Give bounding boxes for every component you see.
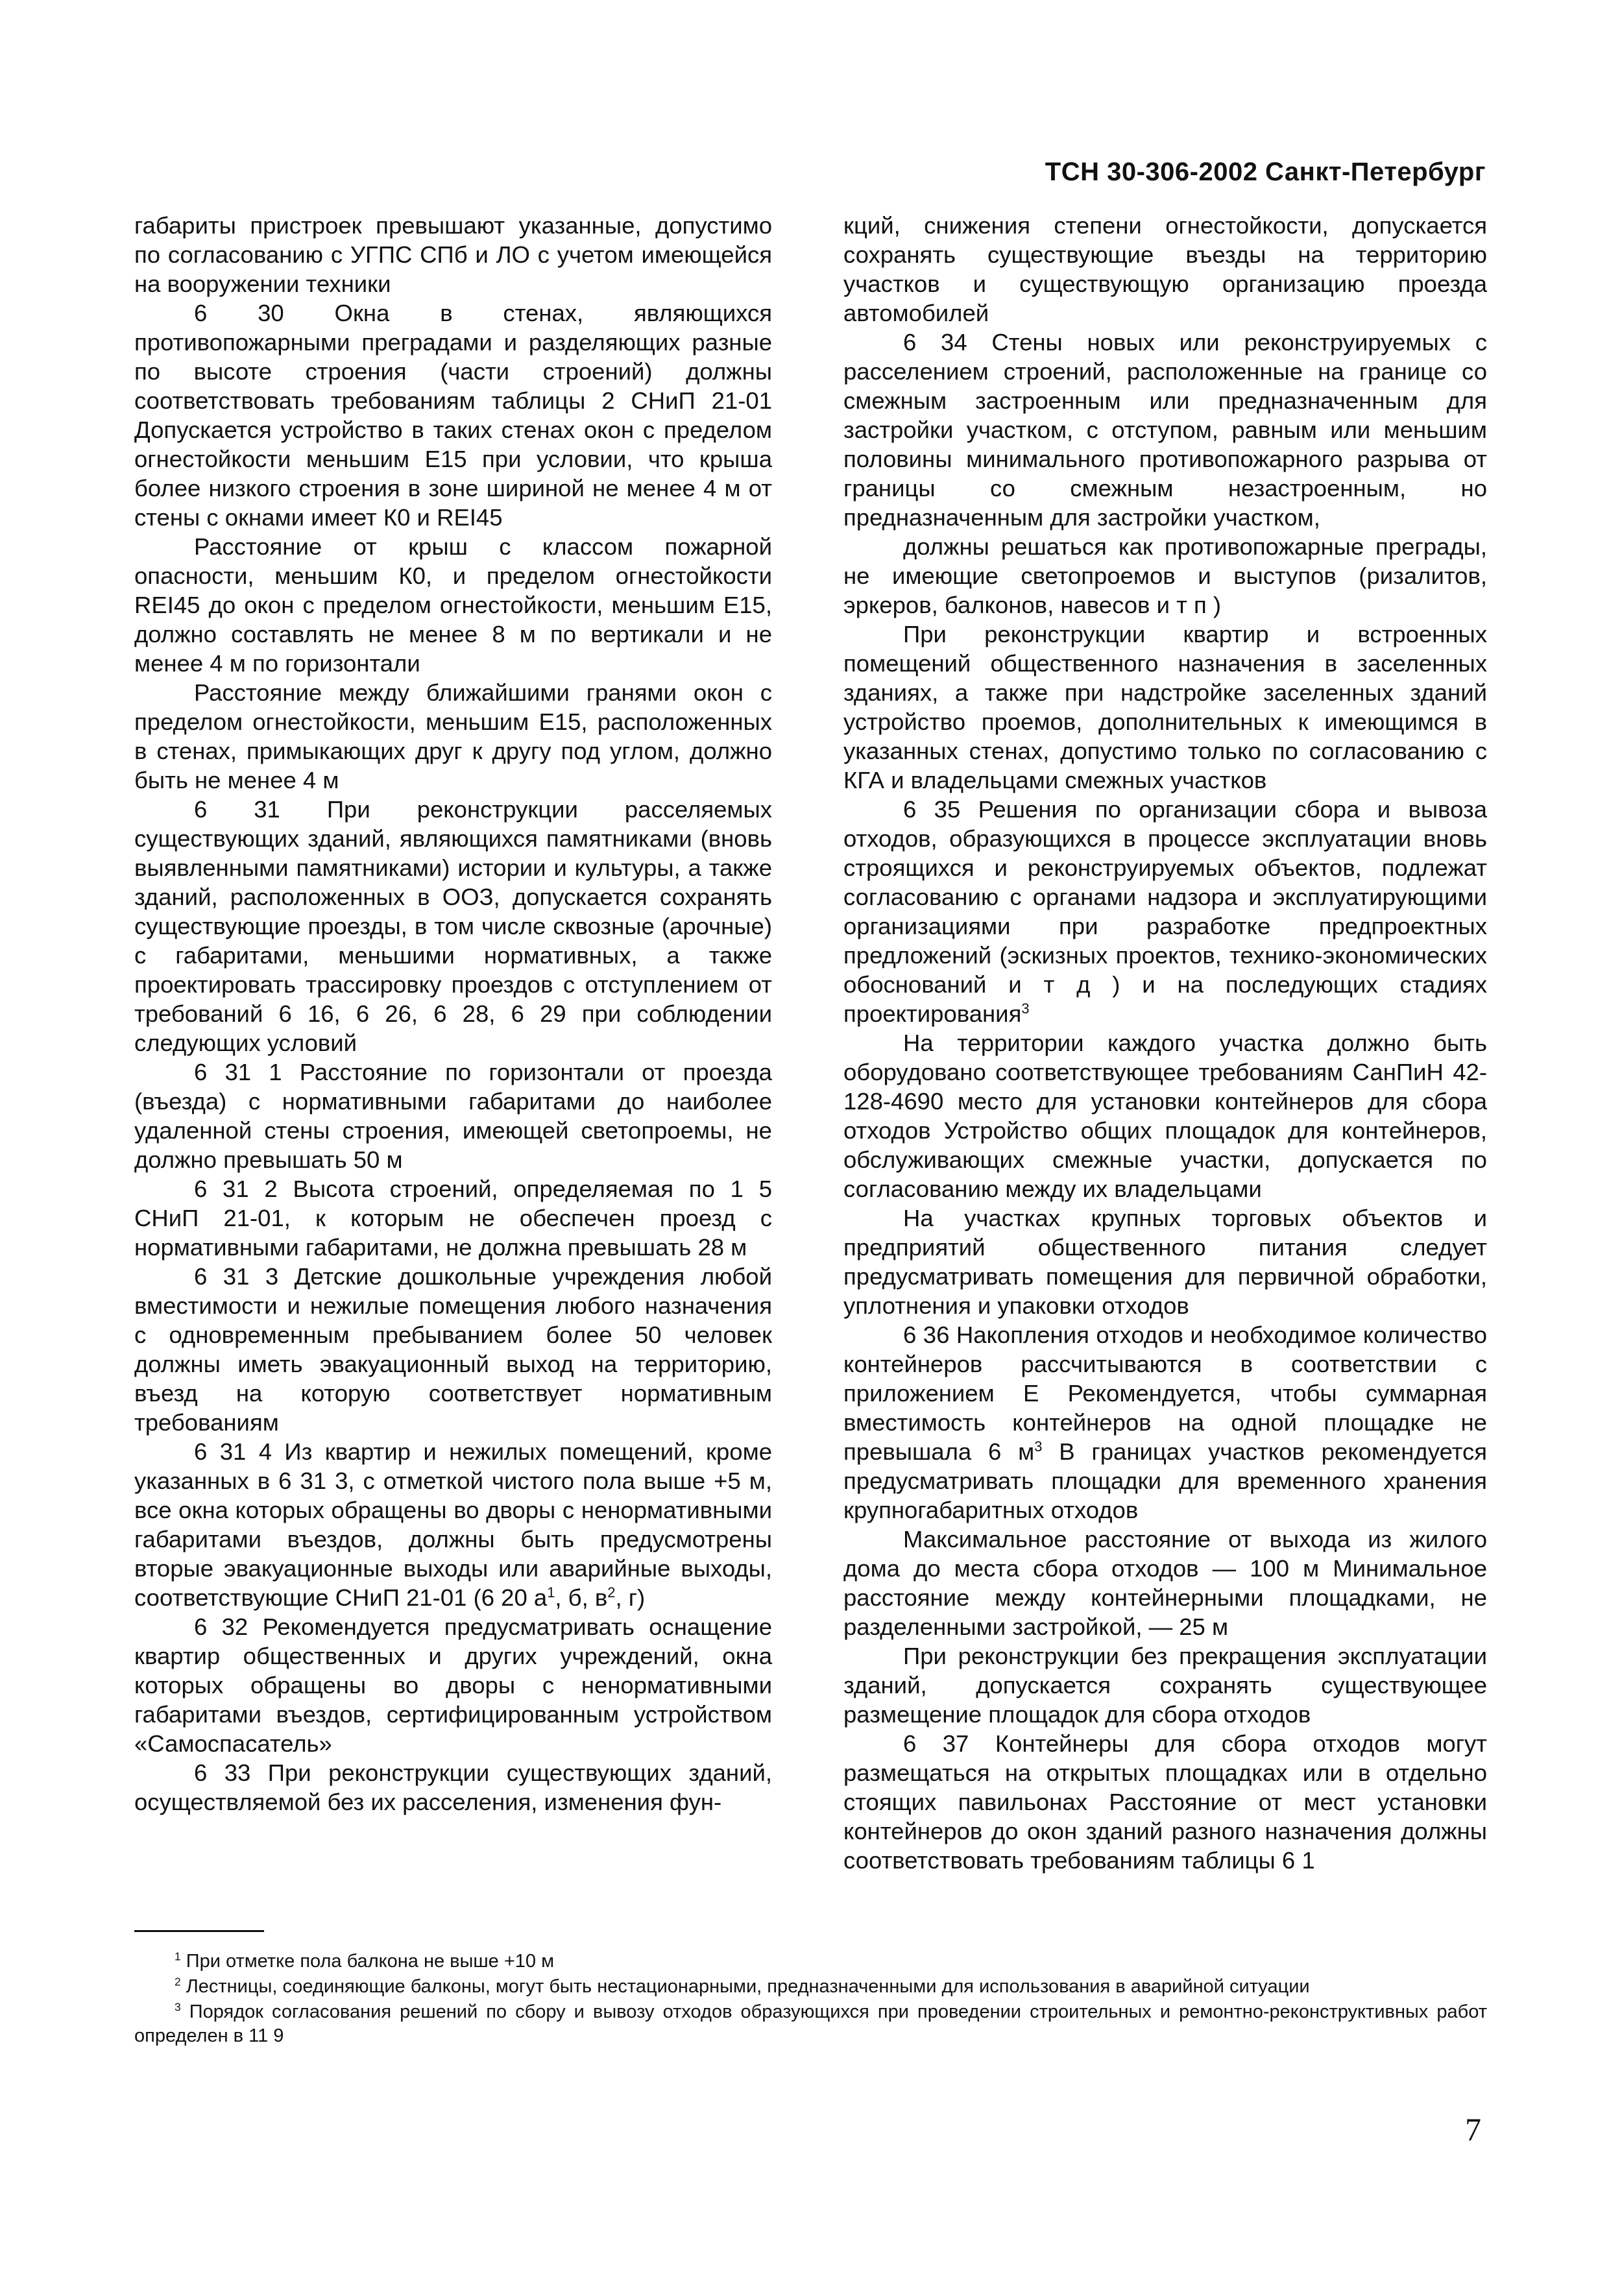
paragraph-text: , б, в (555, 1584, 608, 1611)
footnote-reference: 1 (175, 1950, 181, 1963)
paragraph (134, 1437, 772, 1612)
right-column (843, 211, 1487, 1875)
document-header: ТСН 30-306-2002 Санкт-Петербург (1045, 158, 1486, 186)
paragraph (134, 678, 772, 795)
paragraph (134, 532, 772, 678)
page-number: 7 (1465, 2111, 1481, 2147)
paragraph-text: габариты пристроек превышают указанные, допустимо по согласованию с УГПС СПб и ЛО с учетом имеющейся на вооружении техники (134, 212, 772, 297)
footnote-reference: 1 (547, 1584, 555, 1601)
paragraph-text: Расстояние между ближайшими гранями окон с пределом огнестойкости, меньшим Е15, расположенных в стенах, примыкающих друг к другу под углом, должно быть не менее 4 м (134, 679, 772, 793)
paragraph (843, 532, 1487, 620)
paragraph-text: Расстояние от крыш с классом пожарной опасности, меньшим К0, и пределом огнестойкости REI45 до окон с пределом огнестойкости, меньшим Е15, должно составлять не менее 8 м по вертикали и не менее 4 м по горизонтали (134, 533, 772, 677)
paragraph-text: 6 31 1 Расстояние по горизонтали от проезда (въезда) с нормативными габаритами до наиболее удаленной стены строения, имеющей светопроемы, не должно превышать 50 м (134, 1059, 772, 1173)
paragraph (134, 211, 772, 298)
paragraph (843, 1729, 1487, 1875)
paragraph-text: При реконструкции квартир и встроенных помещений общественного назначения в заселенных зданиях, а также при надстройке заселенных зданий устройство проемов, дополнительных к имеющимся в указанных стенах, допустимо только по согласованию с КГА и владельцами смежных участков (843, 621, 1487, 793)
footnote (134, 2000, 1487, 2048)
paragraph-text: 6 32 Рекомендуется предусматривать оснащение квартир общественных и других учреждений, окна которых обращены во дворы с ненормативными габаритами въездов, сертифицированным устройством «Самоспасатель» (134, 1613, 772, 1757)
paragraph-text: 6 31 При реконструкции расселяемых существующих зданий, являющихся памятниками (вновь выявленными памятниками) истории и культуры, а также зданий, расположенных в ООЗ, допускается сохранять существующие проезды, в том числе сквозные (арочные) с габаритами, меньшими нормативных, а также проектировать трассировку проездов с отступлением от требований 6 16, 6 26, 6 28, 6 29 при соблюдении следующих условий (134, 796, 772, 1056)
paragraph-text: 6 30 Окна в стенах, являющихся противопожарными преградами и разделяющих разные по высоте строения (части строений) должны соответствовать требованиям таблицы 2 СНиП 21-01 Допускается устройство в таких стенах окон с пределом огнестойкости меньшим Е15 при условии, что крыша более низкого строения в зоне шириной не менее 4 м от стены с окнами имеет К0 и REI45 (134, 300, 772, 531)
paragraph-text: 6 37 Контейнеры для сбора отходов могут размещаться на открытых площадках или в отдельно стоящих павильонах Расстояние от мест установки контейнеров до окон зданий разного назначения должны соответствовать требованиям таблицы 6 1 (843, 1730, 1487, 1874)
paragraph (843, 1641, 1487, 1729)
paragraph-text: должны решаться как противопожарные преграды, не имеющие светопроемов и выступов (ризалитов, эркеров, балконов, навесов и т п ) (843, 533, 1487, 618)
footnote-reference: 3 (175, 2000, 181, 2014)
footnote (134, 1975, 1487, 1999)
paragraph-text: 6 31 2 Высота строений, определяемая по 1 5 СНиП 21-01, к которым не обеспечен проезд с нормативными габаритами, не должна превышать 28 м (134, 1176, 772, 1261)
paragraph-text: 6 34 Стены новых или реконструируемых с расселением строений, расположенные на границе со смежным застроенным или предназначенным для застройки участком, с отступом, равным или меньшим половины минимального противопожарного разрыва от границы со смежным незастроенным, но предназначенным для застройки участком, (843, 329, 1487, 531)
paragraph-text: 6 33 При реконструкции существующих зданий, осуществляемой без их расселения, изменения фун- (134, 1759, 772, 1815)
paragraph (134, 1057, 772, 1174)
paragraph-text: 6 31 3 Детские дошкольные учреждения любой вместимости и нежилые помещения любого назначения с одновременным пребыванием более 50 человек должны иметь эвакуационный выход на территорию, въезд на которую соответствует нормативным требованиям (134, 1263, 772, 1436)
paragraph-text: В границах участков рекомендуется предусматривать площадки для временного хранения крупногабаритных отходов (843, 1438, 1487, 1523)
paragraph-text: 6 31 4 Из квартир и нежилых помещений, кроме указанных в 6 31 3, с отметкой чистого пола выше +5 м, все окна которых обращены во дворы с ненормативными габаритами въездов, должны быть предусмотрены вторые эвакуационные выходы или аварийные выходы, соответствующие СНиП 21-01 (6 20 а (134, 1438, 772, 1611)
left-column (134, 211, 772, 1817)
footnote-reference: 3 (1034, 1438, 1043, 1455)
paragraph-text: , г) (615, 1584, 646, 1611)
footnote-text: Лестницы, соединяющие балконы, могут быть нестационарными, предназначенными для использования в аварийной ситуации (180, 1976, 1310, 1997)
paragraph (843, 620, 1487, 795)
paragraph (134, 1174, 772, 1262)
footnotes (134, 1950, 1487, 2049)
paragraph (843, 328, 1487, 532)
paragraph-text: На территории каждого участка должно быть оборудовано соответствующее требованиям СанПиН 42-128-4690 место для установки контейнеров для сбора отходов Устройство общих площадок для контейнеров, обслуживающих смежные участки, допускается по согласованию между их владельцами (843, 1030, 1487, 1202)
paragraph-text: кций, снижения степени огнестойкости, допускается сохранять существующие въезды на территорию участков и существующую организацию проезда автомобилей (843, 212, 1487, 326)
paragraph-text: На участках крупных торговых объектов и предприятий общественного питания следует предусматривать помещения для первичной обработки, уплотнения и упаковки отходов (843, 1205, 1487, 1319)
footnote-text: Порядок согласования решений по сбору и вывозу отходов образующихся при проведении строительных и ремонтно-реконструктивных работ определен в 11 9 (134, 2001, 1487, 2046)
footnote (134, 1950, 1487, 1974)
paragraph (134, 1758, 772, 1817)
paragraph (843, 795, 1487, 1028)
paragraph (134, 1612, 772, 1758)
footnote-separator (134, 1930, 264, 1932)
paragraph (134, 795, 772, 1057)
paragraph (843, 1203, 1487, 1320)
footnote-reference: 2 (175, 1975, 181, 1988)
paragraph-text: Максимальное расстояние от выхода из жилого дома до места сбора отходов — 100 м Минимальное расстояние между контейнерными площадками, не разделенными застройкой, — 25 м (843, 1526, 1487, 1640)
paragraph-text: 6 36 Накопления отходов и необходимое количество контейнеров рассчитываются в соответствии с приложением Е Рекомендуется, чтобы суммарная вместимость контейнеров на одной площадке не превышала 6 м (843, 1322, 1487, 1465)
footnote-reference: 3 (1021, 1000, 1030, 1017)
paragraph (843, 1320, 1487, 1525)
paragraph (134, 298, 772, 532)
paragraph-text: При реконструкции без прекращения эксплуатации зданий, допускается сохранять существующее размещение площадок для сбора отходов (843, 1643, 1487, 1728)
footnote-text: При отметке пола балкона не выше +10 м (180, 1951, 555, 1972)
paragraph (843, 211, 1487, 328)
footnote-reference: 2 (607, 1584, 616, 1601)
paragraph-text: 6 35 Решения по организации сбора и вывоза отходов, образующихся в процессе эксплуатации вновь строящихся и реконструируемых объектов, подлежат согласованию с органами надзора и эксплуатирующими организациями при разработке предпроектных предложений (эскизных проектов, технико-экономических обоснований и т д ) и на последующих стадиях проектирования (843, 796, 1487, 1027)
paragraph (843, 1525, 1487, 1641)
paragraph (843, 1028, 1487, 1203)
paragraph (134, 1262, 772, 1437)
